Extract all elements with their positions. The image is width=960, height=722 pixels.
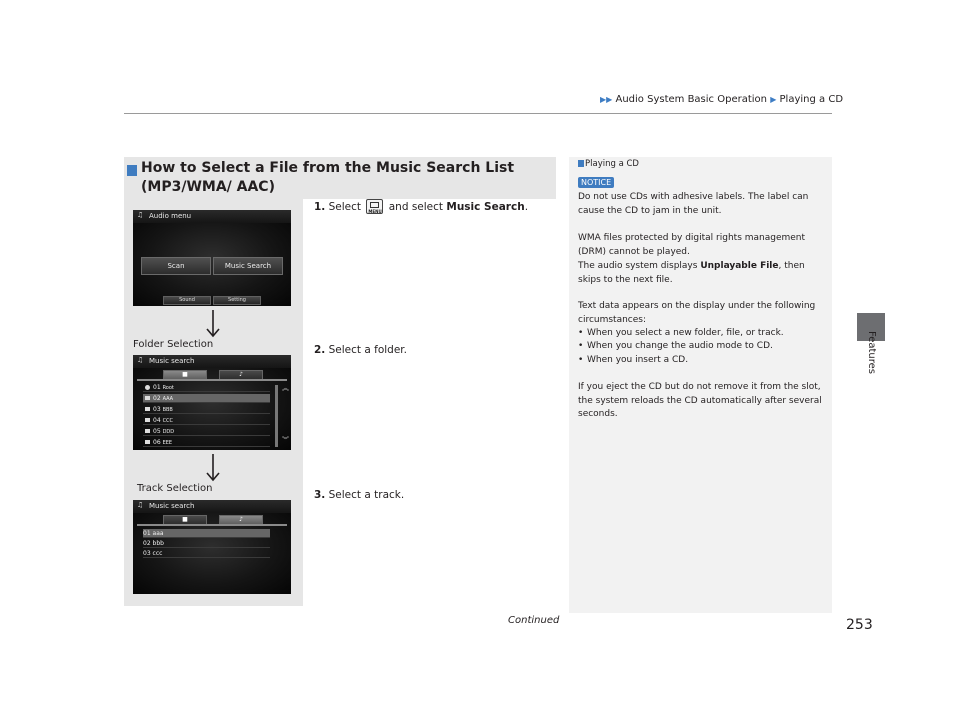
screen-title: Music search [149,502,195,510]
down-arrow-icon [203,310,223,338]
music-search-button[interactable]: Music Search [213,257,283,275]
list-item[interactable]: 03 BBB [143,405,270,414]
bookmark-icon [578,160,584,167]
folder-icon [145,418,150,422]
bullet-item: • When you change the audio mode to CD. [578,341,773,351]
breadcrumb-section: Audio System Basic Operation [615,94,767,105]
list-item[interactable]: 03 ccc [143,549,270,558]
breadcrumb-page: Playing a CD [779,94,844,105]
note-caption: Playing a CD [578,159,639,169]
list-item[interactable]: 01 aaa [143,529,270,538]
track-search-screen [133,500,291,594]
screen-title: Audio menu [149,212,192,220]
side-note [569,157,832,613]
step-1: 1. Select MENU and select Music Search. [314,201,529,214]
scan-button[interactable]: Scan [141,257,211,275]
down-arrow-icon [203,454,223,482]
audio-menu-screen [133,210,291,306]
tab-folder[interactable]: ■ [163,370,207,380]
square-bullet-icon [127,165,137,176]
breadcrumb [600,94,843,105]
note-paragraph: If you eject the CD but do not remove it from the slot, the system reloads the CD automatically after several seconds. [578,382,822,420]
root-icon [145,385,150,390]
folder-icon [145,440,150,444]
bullet-item: • When you insert a CD. [578,355,689,365]
list-item[interactable]: 02 AAA [143,394,270,403]
page-number: 253 [846,617,873,633]
track-selection-caption: Track Selection [137,483,213,494]
note-paragraph: Text data appears on the display under the following circumstances: [578,301,816,325]
continued-label: Continued [508,615,560,626]
menu-icon: MENU [366,199,383,214]
folder-search-screen [133,355,291,450]
note-paragraph: Do not use CDs with adhesive labels. The label can cause the CD to jam in the unit. [578,192,809,216]
list-item[interactable]: 02 bbb [143,539,270,548]
tab-track[interactable]: ♪ [219,370,263,380]
folder-icon [145,429,150,433]
scroll-down-icon[interactable]: ︾ [282,436,289,444]
list-item[interactable]: 01 Root [143,383,270,392]
note-paragraph: WMA files protected by digital rights management (DRM) cannot be played. [578,233,806,257]
notice-badge: NOTICE [578,177,614,188]
section-title: How to Select a File from the Music Search List (MP3/WMA/ AAC) [141,160,515,195]
tab-folder[interactable]: ■ [163,515,207,525]
folder-icon [145,407,150,411]
list-item[interactable]: 05 DDD [143,427,270,436]
music-note-icon: ♫ [137,356,144,364]
step-3: 3. Select a track. [314,489,405,501]
sound-button[interactable]: Sound [163,296,211,305]
note-paragraph: The audio system displays Unplayable File, then skips to the next file. [578,261,805,285]
folder-selection-caption: Folder Selection [133,339,214,350]
list-item[interactable]: 04 CCC [143,416,270,425]
music-note-icon: ♫ [137,211,144,219]
bullet-item: • When you select a new folder, file, or track. [578,328,784,338]
setting-button[interactable]: Setting [213,296,261,305]
step-2: 2. Select a folder. [314,344,407,356]
scroll-up-icon[interactable]: ︽ [282,384,289,392]
double-arrow-icon: ▶▶ [600,95,613,104]
header-rule [124,113,832,114]
music-note-icon: ♫ [137,501,144,509]
section-heading [124,157,556,199]
folder-icon [145,396,150,400]
screen-title: Music search [149,357,195,365]
scrollbar[interactable] [275,385,278,447]
tab-track[interactable]: ♪ [219,515,263,525]
list-item[interactable]: 06 EEE [143,438,270,447]
arrow-icon: ▶ [770,95,777,104]
